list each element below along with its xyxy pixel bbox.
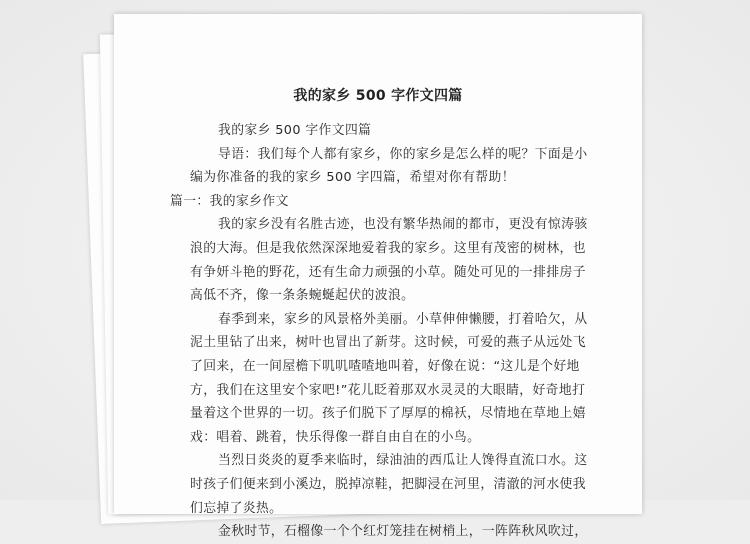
document-page — [114, 14, 642, 540]
document-line: 量着这个世界的一切。孩子们脱下了厚厚的棉袄，尽情地在草地上嬉 — [190, 406, 586, 422]
document-body — [170, 119, 588, 544]
document-line: 我的家乡 500 字作文四篇 — [218, 123, 372, 138]
document-line: 金秋时节，石榴像一个个红灯笼挂在树梢上，一阵阵秋风吹过， — [218, 524, 588, 540]
document-line: 们忘掉了炎热。 — [190, 500, 283, 516]
document-line: 泥土里钻了出来，树叶也冒出了新芽。这时候，可爱的燕子从远处飞 — [190, 335, 586, 351]
document-line: 春季到来，家乡的风景格外美丽。小草伸伸懒腰，打着哈欠，从 — [218, 311, 588, 327]
document-line: 导语：我们每个人都有家乡，你的家乡是怎么样的呢？下面是小 — [218, 146, 588, 162]
document-line: 当烈日炎炎的夏季来临时，绿油油的西瓜让人馋得直流口水。这 — [218, 453, 588, 469]
document-line: 篇一：我的家乡作文 — [170, 193, 289, 209]
document-line: 时孩子们便来到小溪边，脱掉凉鞋，把脚浸在河里，清澈的河水使我 — [190, 476, 586, 492]
document-line: 有争妍斗艳的野花，还有生命力顽强的小草。随处可见的一排排房子 — [190, 264, 586, 280]
document-line: 浪的大海。但是我依然深深地爱着我的家乡。这里有茂密的树林，也 — [190, 240, 586, 256]
document-line: 了回来，在一间屋檐下叽叽喳喳地叫着，好像在说：“这儿是个好地 — [190, 358, 580, 374]
document-line: 方，我们在这里安个家吧!”花儿眨着那双水灵灵的大眼睛，好奇地打 — [190, 382, 586, 398]
document-line: 编为你准备的我的家乡 500 字四篇，希望对你有帮助！ — [190, 170, 515, 186]
document-line: 我的家乡没有名胜古迹，也没有繁华热闹的都市，更没有惊涛骇 — [218, 217, 588, 233]
document-line: 戏：唱着、跳着，快乐得像一群自由自在的小鸟。 — [190, 429, 481, 445]
document-line: 高低不齐，像一条条蜿蜒起伏的波浪。 — [190, 288, 415, 304]
document-title: 我的家乡 500 字作文四篇 — [293, 88, 463, 104]
